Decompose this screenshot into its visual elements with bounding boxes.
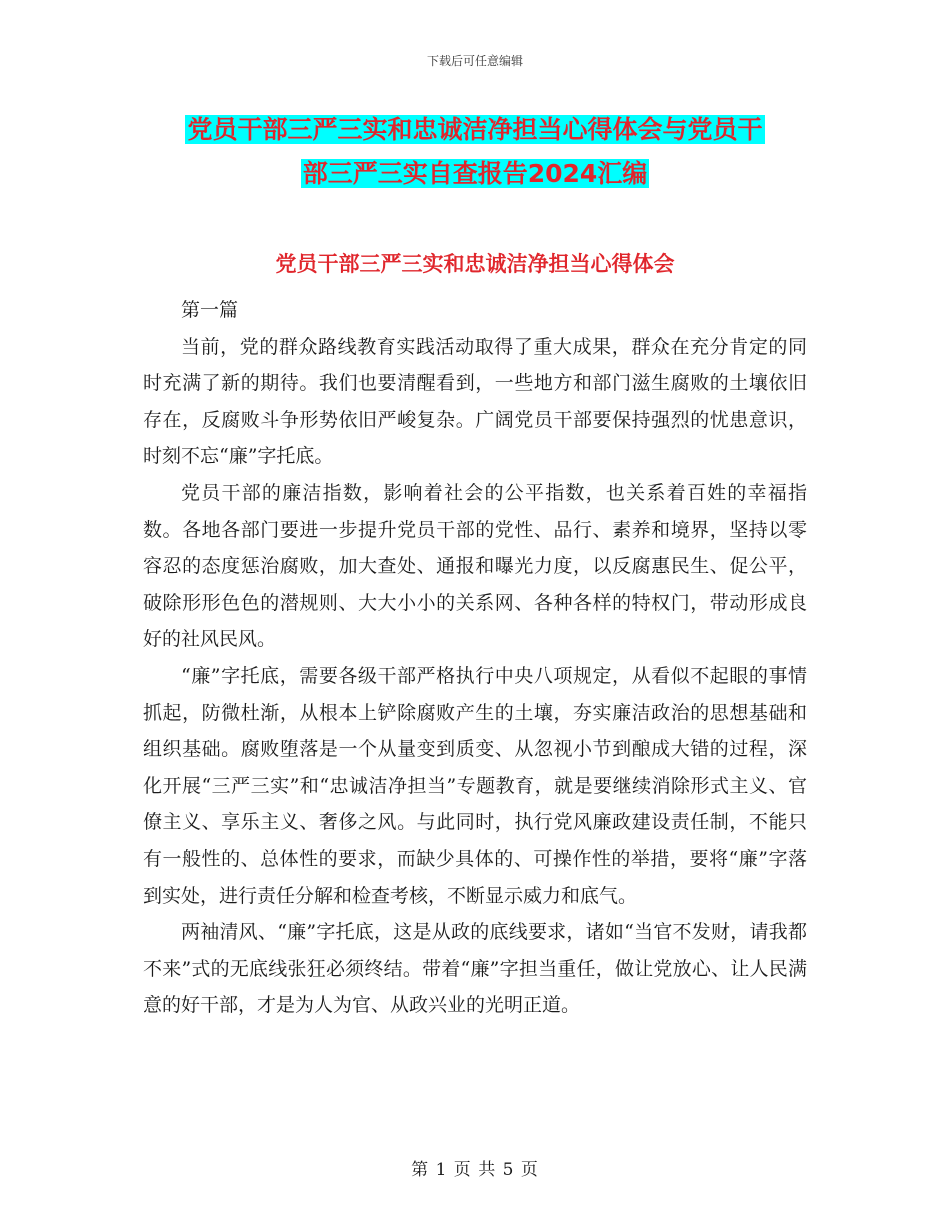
paragraph: 党员干部的廉洁指数，影响着社会的公平指数，也关系着百姓的幸福指数。各地各部门要进一步提升党员干部的党性、品行、素养和境界，坚持以零容忍的态度惩治腐败，加大查处、通报和曝光力度，以反腐惠民生、促公平，破除形形色色的潜规则、大大小小的关系网、各种各样的特权门，带动形成良好的社风民风。 (143, 481, 807, 651)
body-text (143, 292, 807, 1024)
document-title-line-2: 部三严三实自查报告2024汇编 (302, 159, 648, 188)
section-title: 党员干部三严三实和忠诚洁净担当心得体会 (275, 252, 675, 276)
document-title-line-1: 党员干部三严三实和忠诚洁净担当心得体会与党员干 (187, 115, 763, 144)
header-note: 下载后可任意编辑 (426, 54, 523, 68)
paragraph: 当前，党的群众路线教育实践活动取得了重大成果，群众在充分肯定的同时充满了新的期待。我们也要清醒看到，一些地方和部门滋生腐败的土壤依旧存在，反腐败斗争形势依旧严峻复杂。广阔党员干部要保持强烈的忧患意识，时刻不忘“廉”字托底。 (143, 335, 807, 468)
document-title (140, 108, 810, 196)
paragraph: “廉”字托底，需要各级干部严格执行中央八项规定，从看似不起眼的事情抓起，防微杜渐，从根本上铲除腐败产生的土壤，夯实廉洁政治的思想基础和组织基础。腐败堕落是一个从量变到质变、从忽视小节到酿成大错的过程，深化开展“三严三实”和“忠诚洁净担当”专题教育，就是要继续消除形式主义、官僚主义、享乐主义、奢侈之风。与此同时，执行党风廉政建设责任制，不能只有一般性的、总体性的要求，而缺少具体的、可操作性的举措，要将“廉”字落到实处，进行责任分解和检查考核，不断显示威力和底气。 (143, 664, 807, 907)
page-footer: 第 1 页 共 5 页 (411, 1160, 539, 1180)
paragraph: 两袖清风、“廉”字托底，这是从政的底线要求，诸如“当官不发财，请我都不来”式的无底线张狂必须终结。带着“廉”字担当重任，做让党放心、让人民满意的好干部，才是为人为官、从政兴业的光明正道。 (143, 921, 807, 1017)
paragraph: 第一篇 (181, 299, 239, 321)
